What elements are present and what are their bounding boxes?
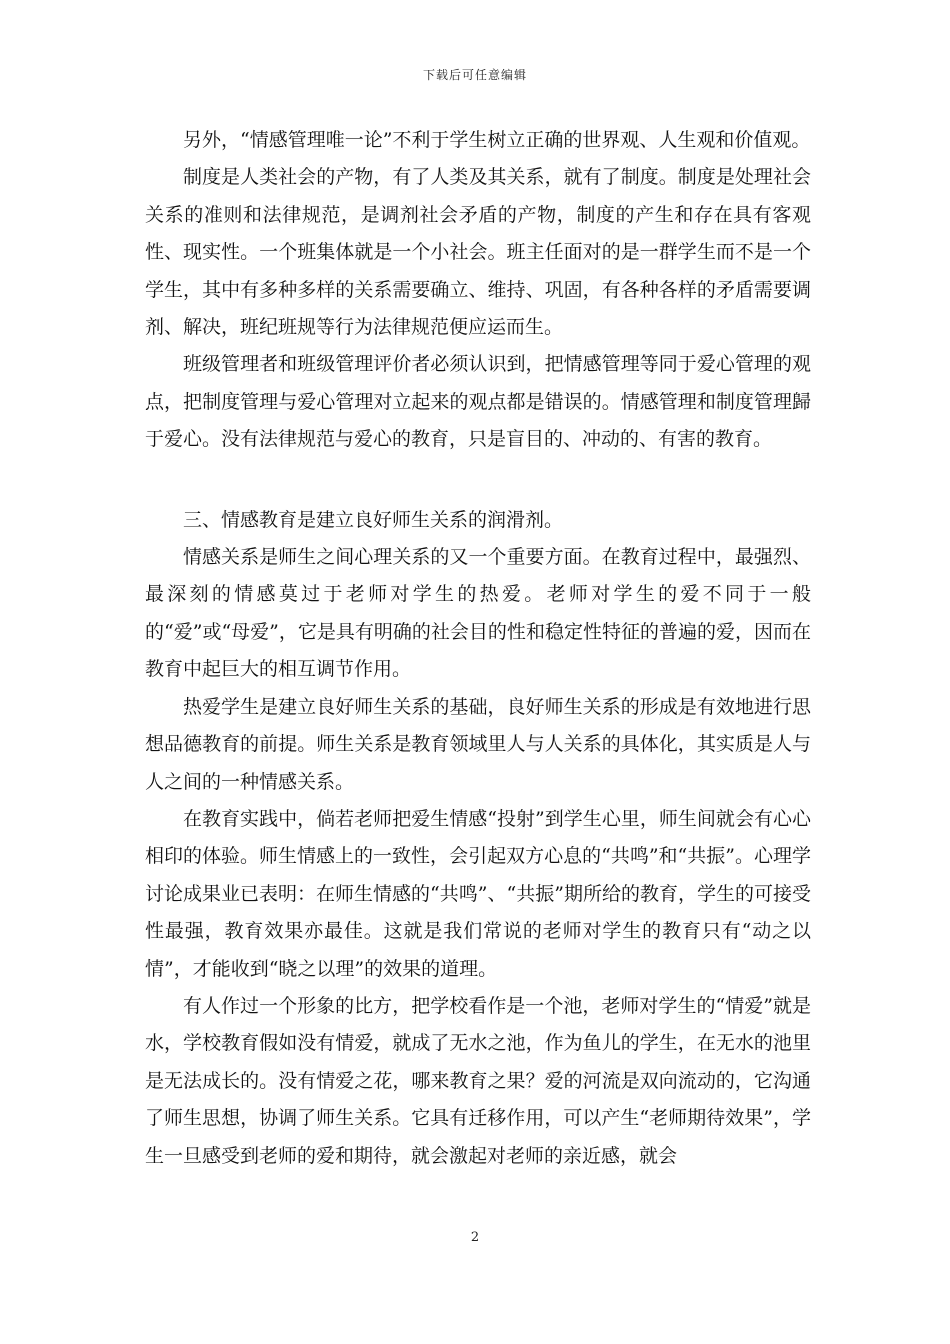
paragraph: 有人作过一个形象的比方，把学校看作是一个池，老师对学生的“情爱”就是水，学校教育假如没有情爱，就成了无水之池，作为鱼儿的学生，在无水的池里是无法成长的。没有情爱之花，哪来教育之果？爱的河流是双向流动的，它沟通了师生思想，协调了师生关系。它具有迁移作用，可以产生“老师期待效果”，学生一旦感受到老师的爱和期待，就会激起对老师的亲近感，就会 (145, 994, 811, 1167)
page-number: 2 (470, 1230, 480, 1245)
paragraph: 另外，“情感管理唯一论”不利于学生树立正确的世界观、人生观和价值观。 (183, 129, 811, 151)
section-heading: 三、情感教育是建立良好师生关系的润滑剂。 (183, 508, 564, 531)
paragraph: 制度是人类社会的产物，有了人类及其关系，就有了制度。制度是处理社会关系的准则和法律规范，是调剂社会矛盾的产物，制度的产生和存在具有客观性、现实性。一个班集体就是一个小社会。班主任面对的是一群学生而不是一个学生，其中有多种多样的关系需要确立、维持、巩固，有各种各样的矛盾需要调剂、解决，班纪班规等行为法律规范便应运而生。 (145, 166, 811, 339)
page-header: 下载后可任意编辑 (422, 68, 527, 82)
document-body (145, 122, 811, 1175)
paragraph: 情感关系是师生之间心理关系的又一个重要方面。在教育过程中，最强烈、最深刻的情感莫过于老师对学生的热爱。老师对学生的爱不同于一般的“爱”或“母爱”，它是具有明确的社会目的性和稳定性特征的普遍的爱，因而在教育中起巨大的相互调节作用。 (145, 546, 811, 681)
paragraph: 班级管理者和班级管理评价者必须认识到，把情感管理等同于爱心管理的观点，把制度管理与爱心管理对立起来的观点都是错误的。情感管理和制度管理歸于爱心。没有法律规范与爱心的教育，只是盲目的、冲动的、有害的教育。 (145, 353, 811, 451)
paragraph: 热爱学生是建立良好师生关系的基础，良好师生关系的形成是有效地进行思想品德教育的前提。师生关系是教育领域里人与人关系的具体化，其实质是人与人之间的一种情感关系。 (145, 695, 811, 793)
paragraph: 在教育实践中，倘若老师把爱生情感“投射”到学生心里，师生间就会有心心相印的体验。师生情感上的一致性，会引起双方心息的“共鸣”和“共振”。心理学讨论成果业已表明：在师生情感的“共鸣”、“共振”期所给的教育，学生的可接受性最强，教育效果亦最佳。这就是我们常说的老师对学生的教育只有“动之以情”，才能收到“晓之以理”的效果的道理。 (145, 807, 811, 980)
